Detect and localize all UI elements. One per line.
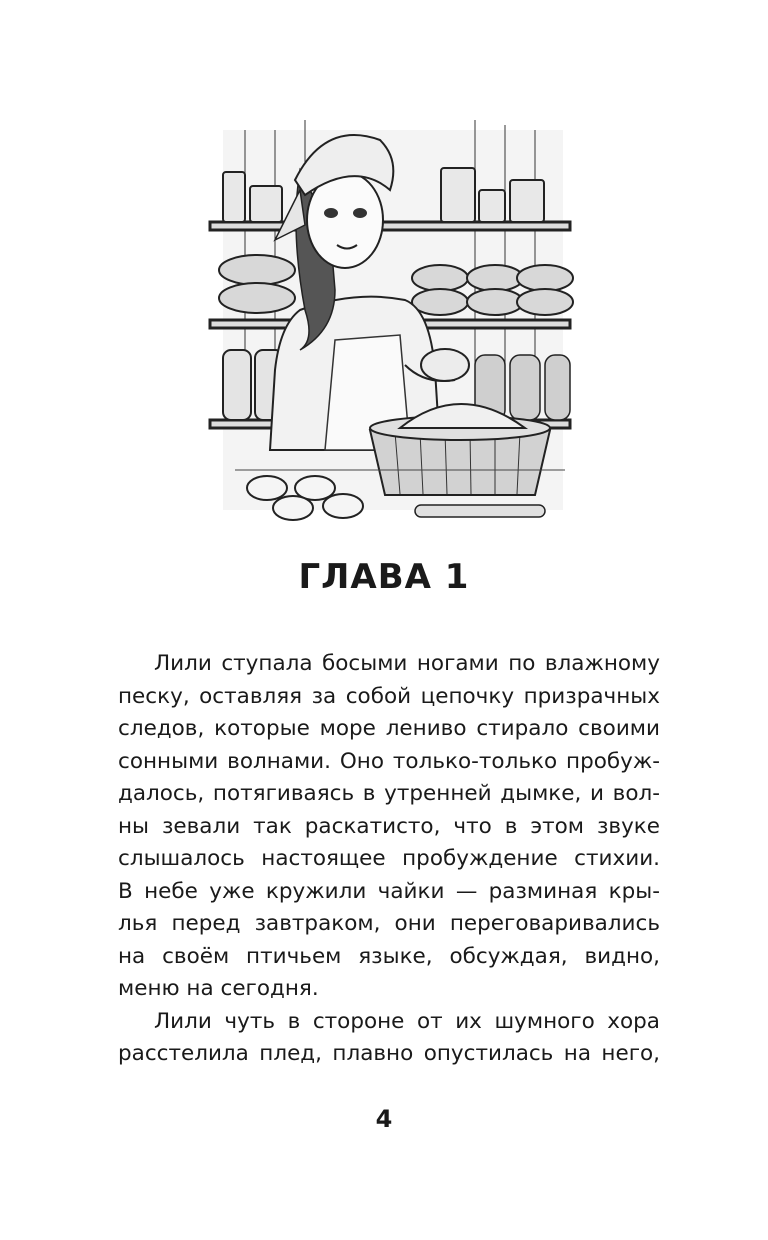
text-line: лья перед завтраком, они переговаривались xyxy=(118,911,660,936)
page-number: 4 xyxy=(375,1105,393,1133)
paragraph-2 xyxy=(118,1006,660,1071)
text-line: следов, которые море лениво стирало своими xyxy=(118,716,660,741)
chapter-illustration xyxy=(205,110,580,530)
text-line: на своём птичьем языке, обсуждая, видно, xyxy=(118,943,660,969)
text-line: песку, оставляя за собой цепочку призрачных xyxy=(118,683,660,709)
text-line: далось, потягиваясь в утренней дымке, и вол- xyxy=(118,781,660,806)
text-line: меню на сегодня. xyxy=(118,976,319,1001)
text-line: ны зевали так раскатисто, что в этом звуке xyxy=(118,813,660,839)
chapter-title: ГЛАВА 1 xyxy=(298,557,470,597)
text-line: Лили чуть в стороне от их шумного хора xyxy=(154,1008,660,1034)
text-line: расстелила плед, плавно опустилась на него, xyxy=(118,1041,660,1066)
text-line: слышалось настоящее пробуждение стихии. xyxy=(118,846,660,871)
text-line: Лили ступала босыми ногами по влажному xyxy=(154,651,660,676)
paragraph-1 xyxy=(118,648,660,1006)
body-text xyxy=(118,648,660,1071)
text-line: сонными волнами. Оно только-только пробуж- xyxy=(118,748,660,774)
text-line: В небе уже кружили чайки — разминая кры- xyxy=(118,878,660,904)
girl-baker-with-bread-icon xyxy=(205,110,580,530)
